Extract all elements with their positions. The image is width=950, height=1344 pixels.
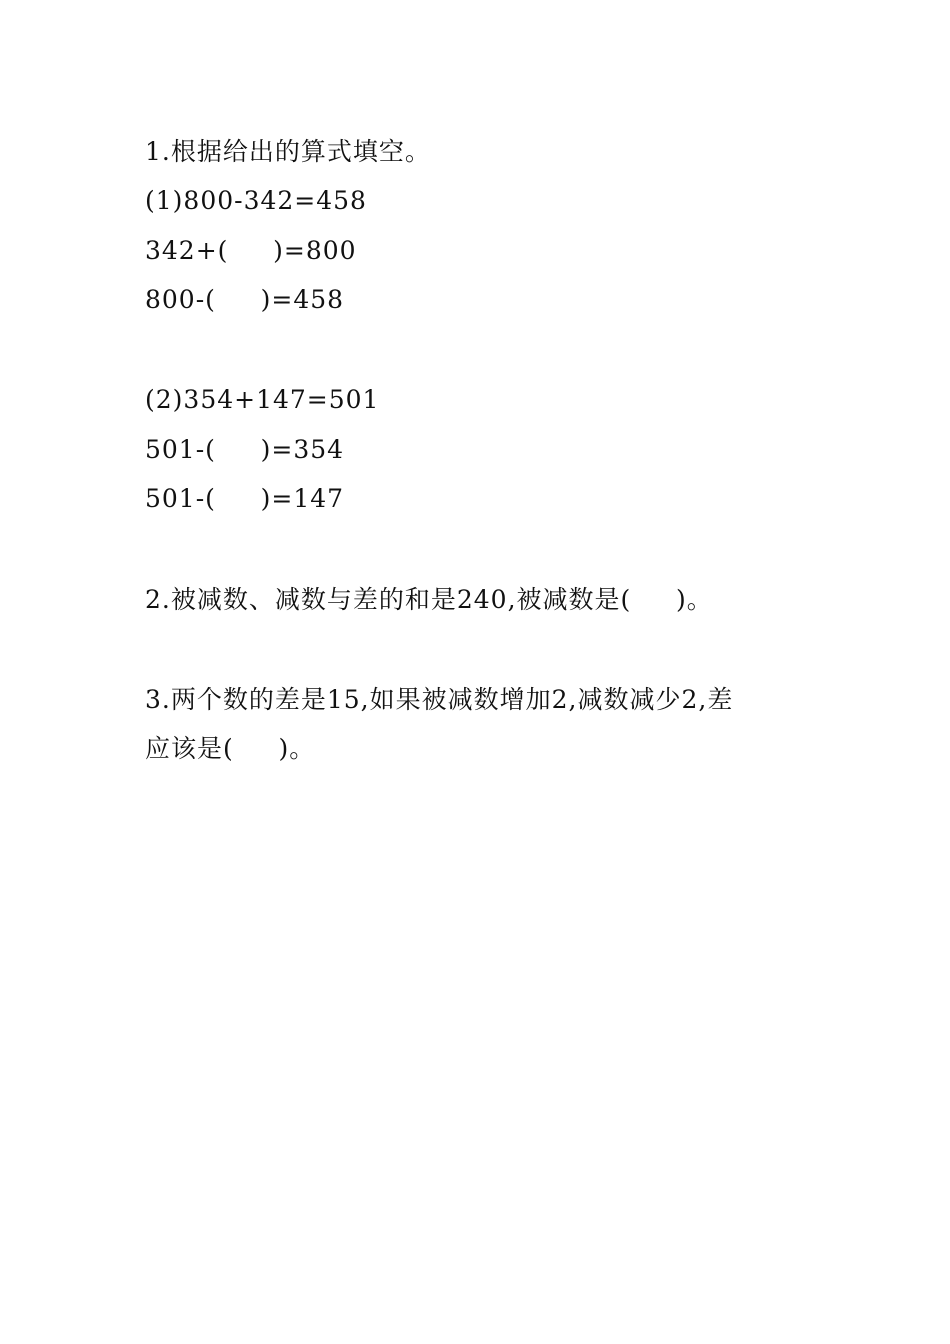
question-1-part-1-given: (1)800-342=458 [145,186,367,215]
question-1-part-2-blank-a: 501-( )=354 [145,435,345,464]
question-1-part-1-blank-a: 342+( )=800 [145,236,357,265]
question-1-part-1-blank-b: 800-( )=458 [145,285,345,314]
question-2: 2.被减数、减数与差的和是240,被减数是( )。 [145,585,713,614]
question-1-title: 1.根据给出的算式填空。 [145,137,431,166]
question-3-line-1: 3.两个数的差是15,如果被减数增加2,减数减少2,差 [145,685,734,714]
question-1-part-2-given: (2)354+147=501 [145,385,380,414]
question-3-line-2: 应该是( )。 [145,734,316,763]
question-1-part-2-blank-b: 501-( )=147 [145,484,345,513]
